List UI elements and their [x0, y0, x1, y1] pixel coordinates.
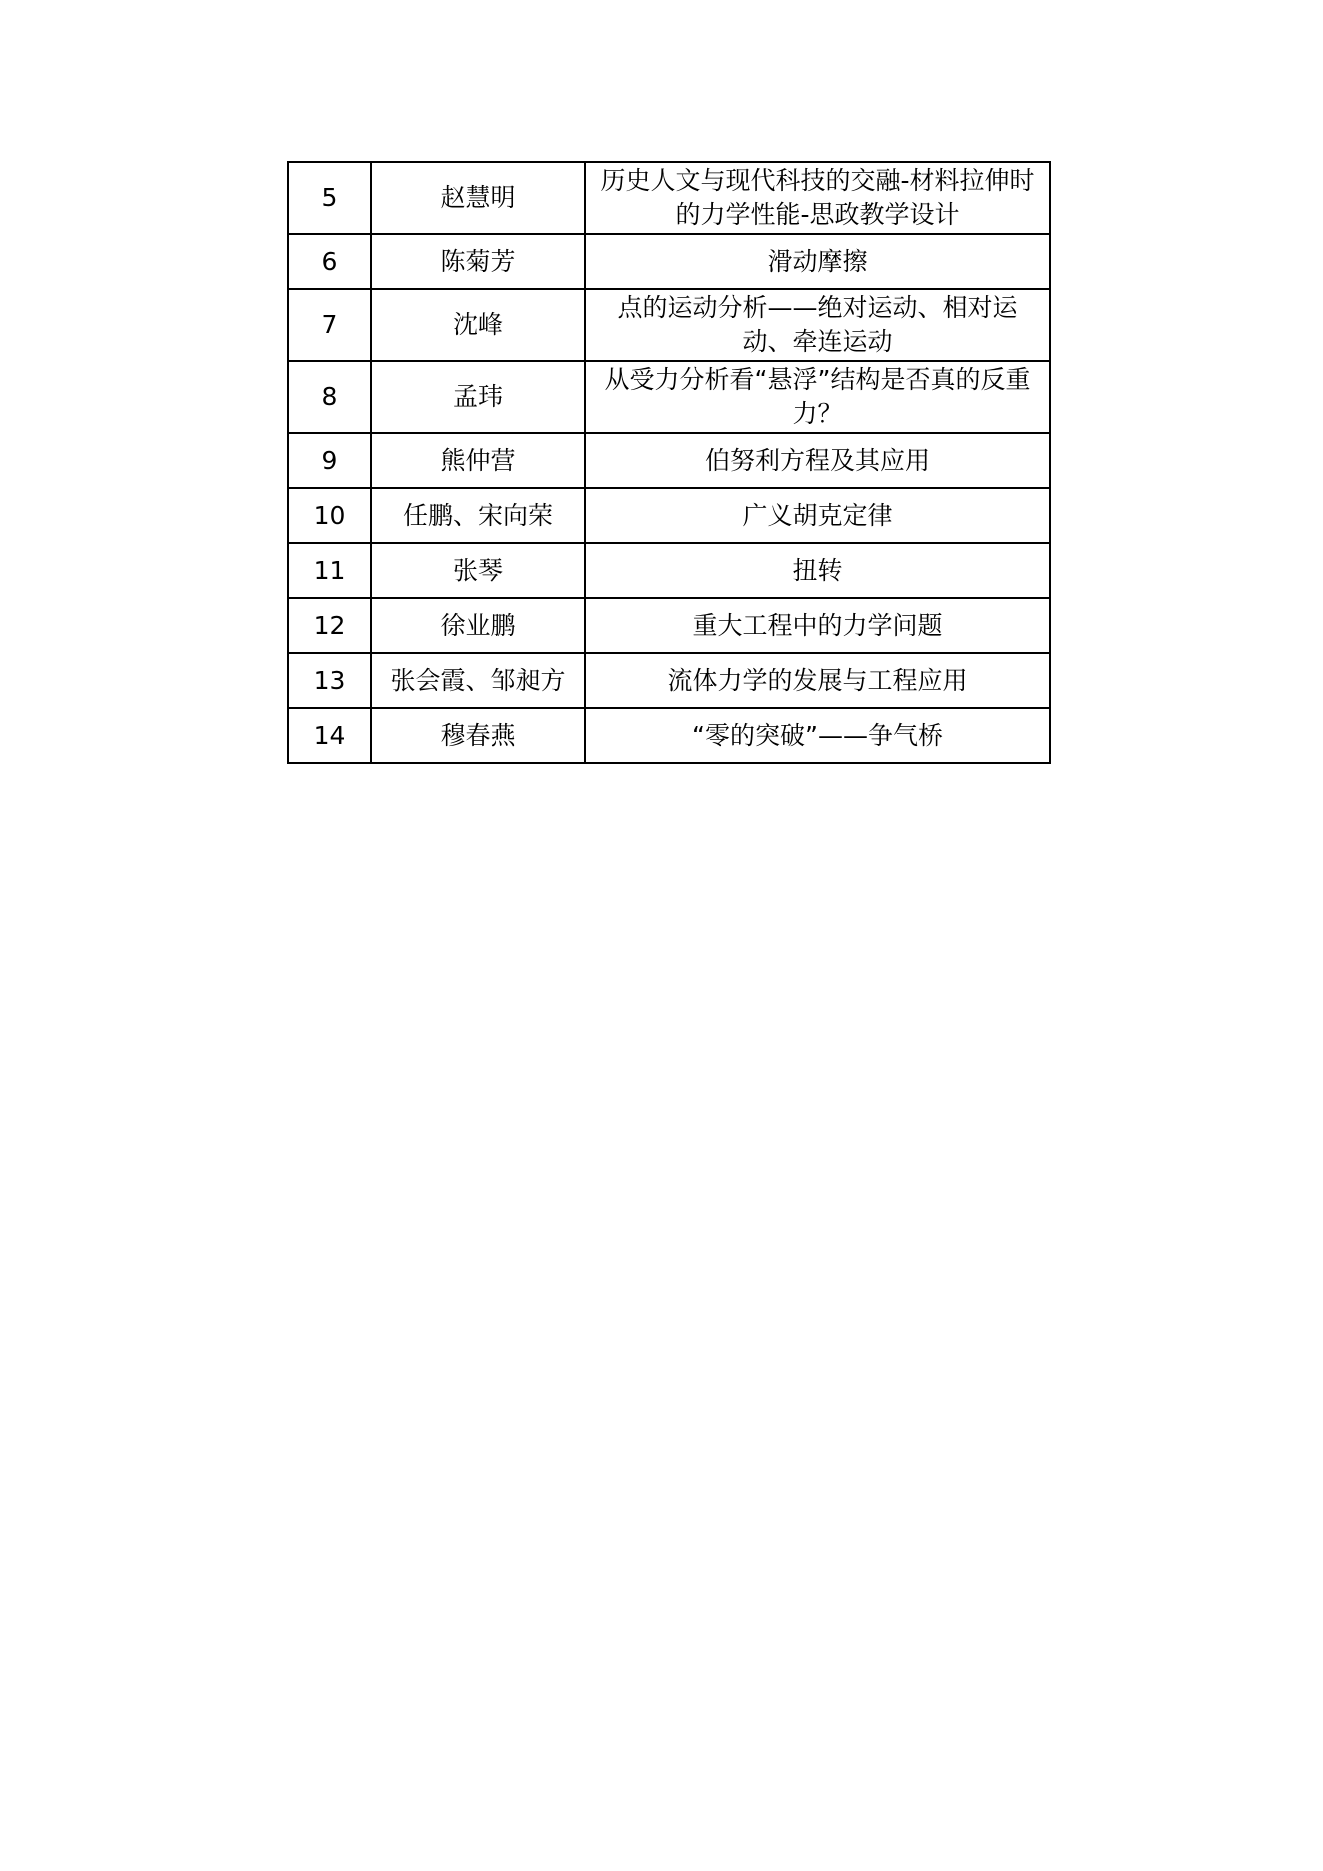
row-number: 7 — [288, 289, 371, 361]
topic-title: 滑动摩擦 — [585, 234, 1050, 289]
row-number: 12 — [288, 598, 371, 653]
topic-title: 伯努利方程及其应用 — [585, 433, 1050, 488]
table-row — [288, 653, 1050, 708]
teacher-name: 赵慧明 — [371, 162, 585, 234]
topic-title: 重大工程中的力学问题 — [585, 598, 1050, 653]
table-row — [288, 598, 1050, 653]
topic-title: 从受力分析看“悬浮”结构是否真的反重力？ — [585, 361, 1050, 433]
topic-title: “零的突破”——争气桥 — [585, 708, 1050, 763]
teacher-name: 熊仲营 — [371, 433, 585, 488]
row-number: 10 — [288, 488, 371, 543]
topics-table — [287, 161, 1051, 764]
teacher-name: 张会霞、邹昶方 — [371, 653, 585, 708]
table-row — [288, 162, 1050, 234]
table-row — [288, 289, 1050, 361]
teacher-name: 沈峰 — [371, 289, 585, 361]
row-number: 11 — [288, 543, 371, 598]
row-number: 5 — [288, 162, 371, 234]
teacher-name: 穆春燕 — [371, 708, 585, 763]
table-row — [288, 543, 1050, 598]
topic-title: 流体力学的发展与工程应用 — [585, 653, 1050, 708]
table-row — [288, 361, 1050, 433]
row-number: 6 — [288, 234, 371, 289]
row-number: 14 — [288, 708, 371, 763]
topic-title: 历史人文与现代科技的交融-材料拉伸时的力学性能-思政教学设计 — [585, 162, 1050, 234]
teacher-name: 孟玮 — [371, 361, 585, 433]
table-row — [288, 708, 1050, 763]
topic-title: 点的运动分析——绝对运动、相对运动、牵连运动 — [585, 289, 1050, 361]
table-row — [288, 234, 1050, 289]
row-number: 9 — [288, 433, 371, 488]
teacher-name: 陈菊芳 — [371, 234, 585, 289]
table-row — [288, 433, 1050, 488]
topic-title: 扭转 — [585, 543, 1050, 598]
teacher-name: 任鹏、宋向荣 — [371, 488, 585, 543]
row-number: 13 — [288, 653, 371, 708]
row-number: 8 — [288, 361, 371, 433]
table-row — [288, 488, 1050, 543]
teacher-name: 张琴 — [371, 543, 585, 598]
teacher-name: 徐业鹏 — [371, 598, 585, 653]
topic-title: 广义胡克定律 — [585, 488, 1050, 543]
